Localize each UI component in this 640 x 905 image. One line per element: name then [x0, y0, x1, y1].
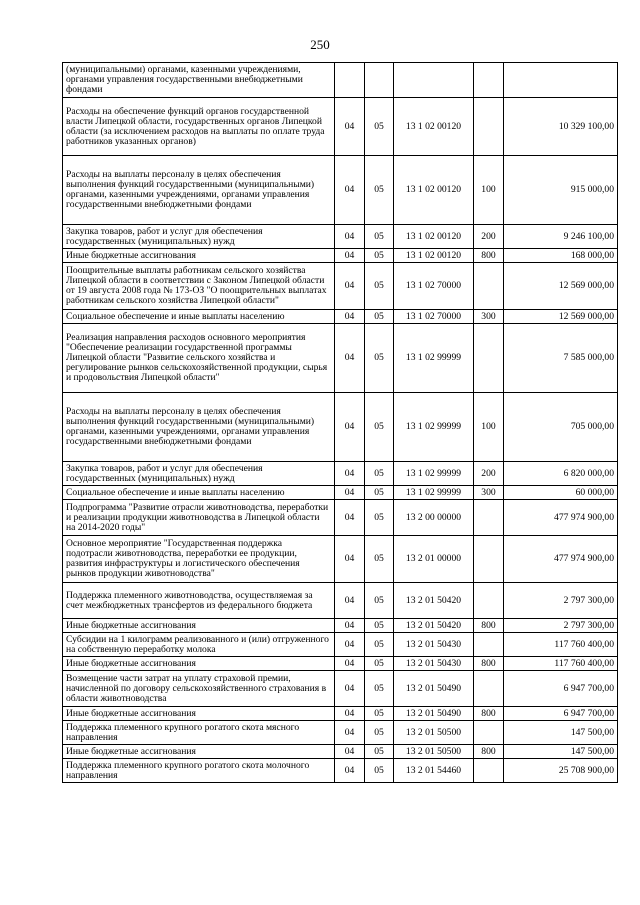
- row-target-code: 13 1 02 00120: [394, 98, 474, 156]
- row-amount: 60 000,00: [504, 486, 618, 500]
- row-expense-type: [474, 263, 504, 310]
- row-name: Основное мероприятие "Государственная поддержка подотрасли животноводства, переработки ее продукции, развития инфраструктуры и логистического обеспечения рынков продукции животноводства": [63, 536, 335, 583]
- row-name: Подпрограмма "Развитие отрасли животноводства, переработки и реализации продукции животноводства в Липецкой области на 2014-2020 годы": [63, 500, 335, 536]
- row-expense-type: [474, 721, 504, 745]
- row-name: (муниципальными) органами, казенными учреждениями, органами управления государственными внебюджетными фондами: [63, 63, 335, 98]
- table-row: [63, 63, 618, 98]
- row-amount: 6 820 000,00: [504, 462, 618, 486]
- table-row: [63, 98, 618, 156]
- row-amount: 6 947 700,00: [504, 707, 618, 721]
- row-expense-type: 800: [474, 745, 504, 759]
- row-target-code: 13 1 02 00120: [394, 225, 474, 249]
- row-subsection: 05: [365, 707, 394, 721]
- table-row: [63, 619, 618, 633]
- row-target-code: 13 2 01 54460: [394, 759, 474, 783]
- table-row: [63, 462, 618, 486]
- row-section: 04: [335, 536, 365, 583]
- row-subsection: 05: [365, 671, 394, 707]
- table-row: [63, 500, 618, 536]
- row-name: Возмещение части затрат на уплату страховой премии, начисленной по договору сельскохозяйственного страхования в области животноводства: [63, 671, 335, 707]
- row-subsection: [365, 63, 394, 98]
- row-target-code: 13 1 02 99999: [394, 324, 474, 393]
- row-amount: 6 947 700,00: [504, 671, 618, 707]
- row-name: Субсидии на 1 килограмм реализованного и (или) отгруженного на собственную переработку молока: [63, 633, 335, 657]
- row-amount: 9 246 100,00: [504, 225, 618, 249]
- row-subsection: 05: [365, 583, 394, 619]
- row-amount: [504, 63, 618, 98]
- row-section: 04: [335, 462, 365, 486]
- row-amount: 477 974 900,00: [504, 500, 618, 536]
- row-amount: 2 797 300,00: [504, 619, 618, 633]
- row-expense-type: 300: [474, 310, 504, 324]
- row-section: [335, 63, 365, 98]
- row-subsection: 05: [365, 500, 394, 536]
- row-amount: 117 760 400,00: [504, 657, 618, 671]
- table-row: [63, 657, 618, 671]
- row-expense-type: [474, 759, 504, 783]
- row-subsection: 05: [365, 310, 394, 324]
- row-name: Расходы на выплаты персоналу в целях обеспечения выполнения функций государственными (муниципальными) органами, казенными учреждениями, органами управления государственными внебюджетными фондами: [63, 156, 335, 225]
- row-amount: 25 708 900,00: [504, 759, 618, 783]
- row-amount: 705 000,00: [504, 393, 618, 462]
- row-section: 04: [335, 324, 365, 393]
- row-section: 04: [335, 759, 365, 783]
- row-target-code: 13 2 01 50490: [394, 671, 474, 707]
- row-section: 04: [335, 657, 365, 671]
- row-name: Иные бюджетные ассигнования: [63, 707, 335, 721]
- row-subsection: 05: [365, 657, 394, 671]
- row-name: Поддержка племенного крупного рогатого скота молочного направления: [63, 759, 335, 783]
- row-subsection: 05: [365, 249, 394, 263]
- table-row: [63, 536, 618, 583]
- row-section: 04: [335, 500, 365, 536]
- row-target-code: 13 2 01 50500: [394, 721, 474, 745]
- row-expense-type: 800: [474, 249, 504, 263]
- row-expense-type: [474, 98, 504, 156]
- row-target-code: [394, 63, 474, 98]
- row-amount: 12 569 000,00: [504, 310, 618, 324]
- row-subsection: 05: [365, 536, 394, 583]
- row-target-code: 13 2 01 50430: [394, 657, 474, 671]
- row-target-code: 13 1 02 70000: [394, 310, 474, 324]
- row-name: Поддержка племенного крупного рогатого скота мясного направления: [63, 721, 335, 745]
- row-subsection: 05: [365, 486, 394, 500]
- row-name: Социальное обеспечение и иные выплаты населению: [63, 310, 335, 324]
- row-target-code: 13 2 00 00000: [394, 500, 474, 536]
- row-name: Поддержка племенного животноводства, осуществляемая за счет межбюджетных трансфертов из федерального бюджета: [63, 583, 335, 619]
- row-name: Реализация направления расходов основного мероприятия "Обеспечение реализации государственной программы Липецкой области "Развитие сельского хозяйства и регулирование рынков сельскохозяйственной продукции, сырья и продовольствия Липецкой области": [63, 324, 335, 393]
- row-section: 04: [335, 619, 365, 633]
- row-section: 04: [335, 633, 365, 657]
- row-amount: 915 000,00: [504, 156, 618, 225]
- row-expense-type: 800: [474, 619, 504, 633]
- row-section: 04: [335, 98, 365, 156]
- row-expense-type: 100: [474, 393, 504, 462]
- table-row: [63, 324, 618, 393]
- row-expense-type: 200: [474, 462, 504, 486]
- row-subsection: 05: [365, 393, 394, 462]
- table-row: [63, 486, 618, 500]
- row-name: Социальное обеспечение и иные выплаты населению: [63, 486, 335, 500]
- row-target-code: 13 2 01 50490: [394, 707, 474, 721]
- row-expense-type: 100: [474, 156, 504, 225]
- table-row: [63, 310, 618, 324]
- row-subsection: 05: [365, 225, 394, 249]
- row-expense-type: [474, 324, 504, 393]
- budget-table-body: [63, 63, 618, 783]
- row-amount: 168 000,00: [504, 249, 618, 263]
- row-section: 04: [335, 263, 365, 310]
- budget-table: [62, 62, 618, 783]
- row-expense-type: [474, 500, 504, 536]
- row-name: Иные бюджетные ассигнования: [63, 619, 335, 633]
- row-expense-type: 800: [474, 657, 504, 671]
- row-section: 04: [335, 745, 365, 759]
- table-row: [63, 633, 618, 657]
- row-target-code: 13 1 02 00120: [394, 156, 474, 225]
- row-expense-type: 300: [474, 486, 504, 500]
- row-subsection: 05: [365, 721, 394, 745]
- row-subsection: 05: [365, 156, 394, 225]
- row-subsection: 05: [365, 98, 394, 156]
- row-section: 04: [335, 671, 365, 707]
- row-amount: 477 974 900,00: [504, 536, 618, 583]
- row-name: Иные бюджетные ассигнования: [63, 657, 335, 671]
- row-target-code: 13 2 01 50430: [394, 633, 474, 657]
- row-subsection: 05: [365, 324, 394, 393]
- row-expense-type: 800: [474, 707, 504, 721]
- row-amount: 7 585 000,00: [504, 324, 618, 393]
- row-section: 04: [335, 486, 365, 500]
- row-section: 04: [335, 707, 365, 721]
- row-subsection: 05: [365, 759, 394, 783]
- row-amount: 117 760 400,00: [504, 633, 618, 657]
- row-amount: 147 500,00: [504, 721, 618, 745]
- row-section: 04: [335, 393, 365, 462]
- row-expense-type: [474, 536, 504, 583]
- row-section: 04: [335, 225, 365, 249]
- row-section: 04: [335, 721, 365, 745]
- row-section: 04: [335, 249, 365, 263]
- row-expense-type: [474, 63, 504, 98]
- table-row: [63, 583, 618, 619]
- row-name: Иные бюджетные ассигнования: [63, 249, 335, 263]
- table-row: [63, 225, 618, 249]
- row-subsection: 05: [365, 619, 394, 633]
- table-row: [63, 721, 618, 745]
- row-name: Поощрительные выплаты работникам сельского хозяйства Липецкой области в соответствии с Законом Липецкой области от 19 августа 2008 года № 173-ОЗ "О поощрительных выплатах работникам сельского хозяйства Липецкой области": [63, 263, 335, 310]
- table-row: [63, 759, 618, 783]
- row-target-code: 13 2 01 50420: [394, 583, 474, 619]
- row-name: Закупка товаров, работ и услуг для обеспечения государственных (муниципальных) нужд: [63, 225, 335, 249]
- table-row: [63, 393, 618, 462]
- row-amount: 10 329 100,00: [504, 98, 618, 156]
- row-target-code: 13 1 02 99999: [394, 486, 474, 500]
- table-row: [63, 671, 618, 707]
- row-section: 04: [335, 156, 365, 225]
- row-amount: 2 797 300,00: [504, 583, 618, 619]
- table-row: [63, 249, 618, 263]
- row-name: Расходы на выплаты персоналу в целях обеспечения выполнения функций государственными (муниципальными) органами, казенными учреждениями, органами управления государственными внебюджетными фондами: [63, 393, 335, 462]
- table-row: [63, 263, 618, 310]
- row-target-code: 13 1 02 00120: [394, 249, 474, 263]
- row-target-code: 13 1 02 99999: [394, 462, 474, 486]
- row-target-code: 13 2 01 00000: [394, 536, 474, 583]
- row-name: Расходы на обеспечение функций органов государственной власти Липецкой области, государственных органов Липецкой области (за исключением расходов на выплаты по оплате труда работников указанных органов): [63, 98, 335, 156]
- table-row: [63, 745, 618, 759]
- row-target-code: 13 1 02 70000: [394, 263, 474, 310]
- row-name: Закупка товаров, работ и услуг для обеспечения государственных (муниципальных) нужд: [63, 462, 335, 486]
- row-subsection: 05: [365, 745, 394, 759]
- row-expense-type: [474, 633, 504, 657]
- row-expense-type: [474, 583, 504, 619]
- row-section: 04: [335, 583, 365, 619]
- page-number: 250: [310, 37, 330, 52]
- row-amount: 147 500,00: [504, 745, 618, 759]
- row-target-code: 13 1 02 99999: [394, 393, 474, 462]
- row-section: 04: [335, 310, 365, 324]
- row-amount: 12 569 000,00: [504, 263, 618, 310]
- row-subsection: 05: [365, 263, 394, 310]
- row-target-code: 13 2 01 50420: [394, 619, 474, 633]
- row-expense-type: [474, 671, 504, 707]
- row-expense-type: 200: [474, 225, 504, 249]
- row-subsection: 05: [365, 633, 394, 657]
- table-row: [63, 156, 618, 225]
- row-subsection: 05: [365, 462, 394, 486]
- table-row: [63, 707, 618, 721]
- row-target-code: 13 2 01 50500: [394, 745, 474, 759]
- row-name: Иные бюджетные ассигнования: [63, 745, 335, 759]
